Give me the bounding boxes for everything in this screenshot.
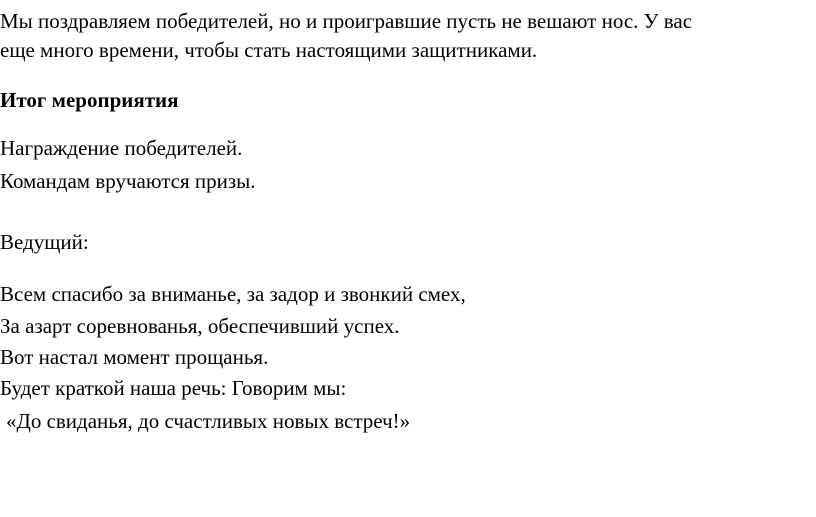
speaker-label: Ведущий:	[0, 230, 89, 254]
poem-line-4: Будет краткой наша речь: Говорим мы:	[0, 376, 347, 400]
intro-line-2: еще много времени, чтобы стать настоящими защитниками.	[0, 38, 538, 62]
poem-line-2: За азарт соревнованья, обеспечивший успех.	[0, 314, 400, 338]
awards-line-2: Командам вручаются призы.	[0, 169, 256, 193]
awards-line-1: Награждение победителей.	[0, 136, 243, 160]
section-heading: Итог мероприятия	[0, 88, 179, 112]
poem-line-3: Вот настал момент прощанья.	[0, 345, 269, 369]
poem-line-5: «До свиданья, до счастливых новых встреч!»	[6, 409, 411, 433]
poem-line-1: Всем спасибо за вниманье, за задор и звонкий смех,	[0, 282, 466, 306]
intro-line-1: Мы поздравляем победителей, но и проигравшие пусть не вешают нос. У вас	[0, 9, 693, 33]
